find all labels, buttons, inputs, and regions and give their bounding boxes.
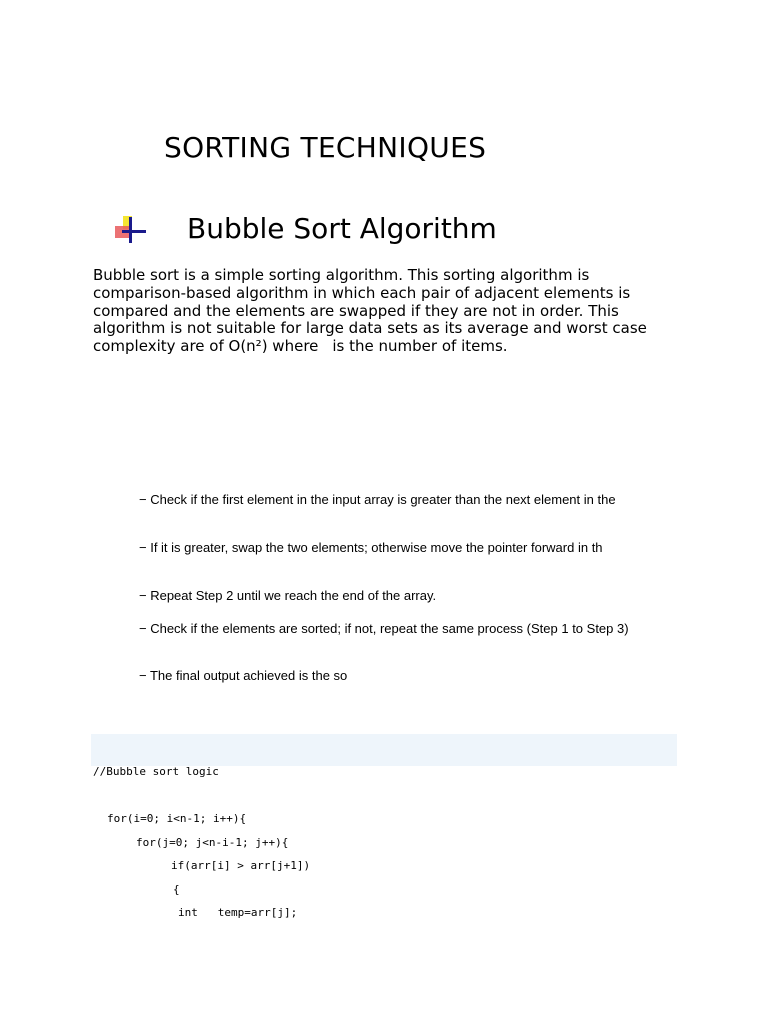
code-line: for(i=0; i<n-1; i++){ xyxy=(107,812,247,825)
section-title: Bubble Sort Algorithm xyxy=(187,212,497,245)
code-line: { xyxy=(173,883,180,896)
code-line: if(arr[i] > arr[j+1]) xyxy=(171,859,311,872)
intro-line: algorithm is not suitable for large data sets as its average and worst case xyxy=(93,319,647,338)
intro-line-end: is the number of items. xyxy=(332,337,508,356)
step-item: − The final output achieved is the so xyxy=(139,668,348,683)
intro-line: comparison-based algorithm in which each pair of adjacent elements is xyxy=(93,283,631,302)
intro-line: Bubble sort is a simple sorting algorithm. This sorting algorithm is xyxy=(93,266,590,284)
code-line: int temp=arr[j]; xyxy=(178,906,298,919)
step-item: − Check if the elements are sorted; if not, repeat the same process (Step 1 to Step 3) xyxy=(139,621,629,636)
intro-paragraph xyxy=(93,267,683,356)
code-block-header xyxy=(91,734,677,766)
intro-line: compared and the elements are swapped if they are not in order. This xyxy=(93,301,619,320)
intro-line-start: complexity are of O(n²) where xyxy=(93,337,319,356)
code-comment: //Bubble sort logic xyxy=(93,765,219,778)
step-item: − Repeat Step 2 until we reach the end of the array. xyxy=(139,588,437,603)
square-bullet-icon xyxy=(114,214,148,244)
step-item: − If it is greater, swap the two elements; otherwise move the pointer forward in th xyxy=(139,540,603,555)
step-item: − Check if the first element in the input array is greater than the next element in the xyxy=(139,492,616,507)
page-title: SORTING TECHNIQUES xyxy=(164,131,487,164)
code-line: for(j=0; j<n-i-1; j++){ xyxy=(136,836,289,849)
intro-line xyxy=(93,338,683,356)
